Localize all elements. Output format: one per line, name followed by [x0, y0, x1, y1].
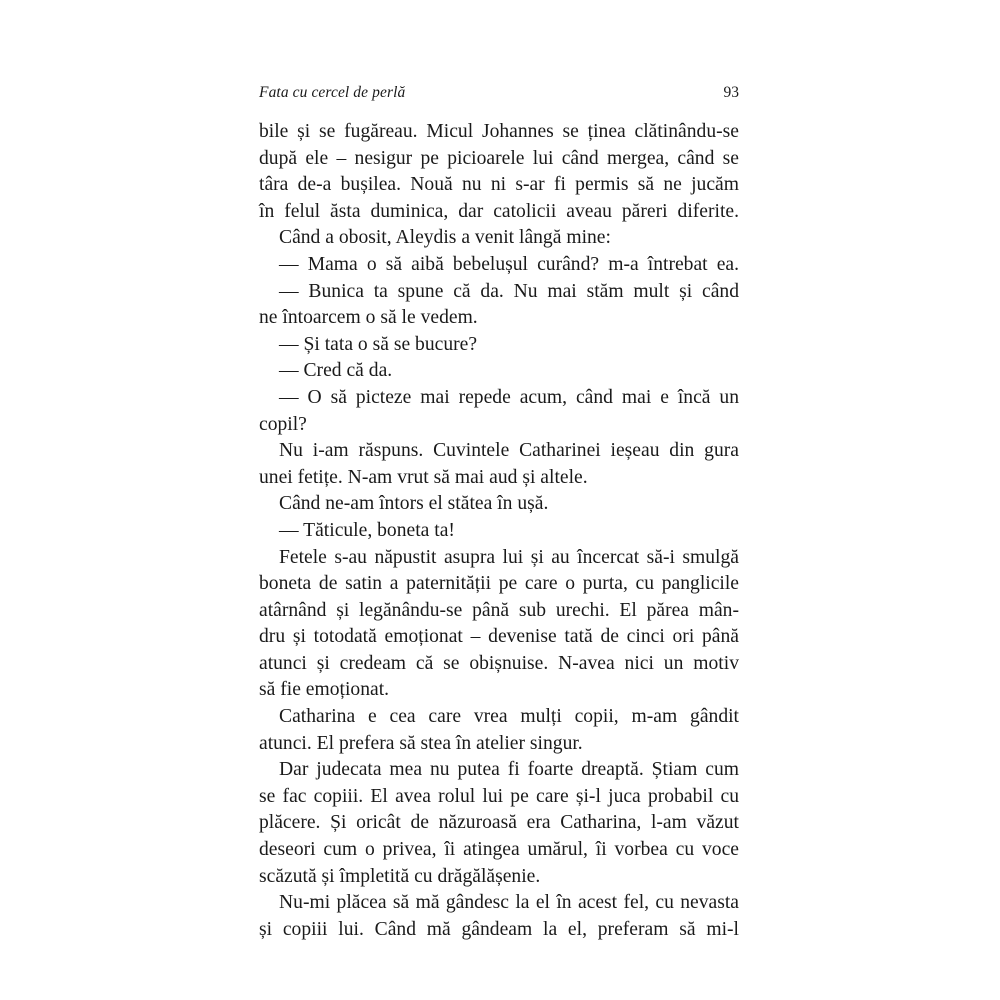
text-line: ne întoarcem o să le vedem. — [259, 307, 478, 329]
text-line: Când ne-am întors el stătea în ușă. — [279, 493, 549, 515]
text-line: — Și tata o să se bucure? — [279, 333, 478, 355]
text-line: unei fetițe. N-am vrut să mai aud și altele. — [259, 466, 588, 488]
text-line: — O să picteze mai repede acum, când mai e încă un — [279, 386, 739, 408]
text-line: Nu-mi plăcea să mă gândesc la el în acest fel, cu nevasta — [279, 892, 739, 914]
text-line: să fie emoționat. — [259, 679, 390, 701]
body-text — [259, 119, 739, 943]
running-title: Fata cu cercel de perlă — [259, 84, 406, 101]
text-line: Dar judecata mea nu putea fi foarte dreaptă. Știam cum — [279, 759, 739, 781]
text-line: atârnând și legănându-se până sub urechi. El părea mân- — [259, 599, 739, 621]
text-line: după ele – nesigur pe picioarele lui când mergea, când se — [259, 147, 739, 169]
page-number: 93 — [723, 84, 739, 101]
text-line: Când a obosit, Aleydis a venit lângă mine: — [279, 227, 611, 249]
text-line: plăcere. Și oricât de năzuroasă era Catharina, l-am văzut — [259, 812, 739, 834]
text-line: Catharina e cea care vrea mulți copii, m-am gândit — [279, 706, 739, 728]
text-line: Fetele s-au năpustit asupra lui și au încercat să-i smulgă — [279, 546, 739, 568]
text-line: atunci. El prefera să stea în atelier singur. — [259, 732, 583, 754]
text-line: Nu i-am răspuns. Cuvintele Catharinei ieșeau din gura — [279, 440, 739, 462]
text-line: — Tăticule, boneta ta! — [279, 519, 455, 541]
text-line: — Cred că da. — [279, 360, 393, 382]
page-header — [259, 84, 739, 108]
text-line: se fac copiii. El avea rolul lui pe care și-l juca probabil cu — [259, 785, 739, 807]
text-line: copil? — [259, 413, 307, 435]
text-line: — Bunica ta spune că da. Nu mai stăm mult și când — [279, 280, 739, 302]
text-line: scăzută și împletită cu drăgălășenie. — [259, 865, 541, 887]
text-line: boneta de satin a paternității pe care o purta, cu panglicile — [259, 573, 739, 595]
text-line: târa de-a bușilea. Nouă nu ni s-ar fi permis să ne jucăm — [259, 174, 739, 196]
text-line: și copiii lui. Când mă gândeam la el, preferam să mi-l — [259, 918, 739, 940]
text-line: — Mama o să aibă bebelușul curând? m-a întrebat ea. — [279, 253, 739, 275]
text-line: deseori cum o privea, îi atingea umărul, îi vorbea cu voce — [259, 839, 739, 861]
text-line: atunci și credeam că se obișnuise. N-avea nici un motiv — [259, 652, 739, 674]
text-line: dru și totodată emoționat – devenise tată de cinci ori până — [259, 626, 739, 648]
text-line: în felul ăsta duminica, dar catolicii aveau păreri diferite. — [259, 200, 739, 222]
text-line: bile și se fugăreau. Micul Johannes se ținea clătinându-se — [259, 121, 739, 142]
